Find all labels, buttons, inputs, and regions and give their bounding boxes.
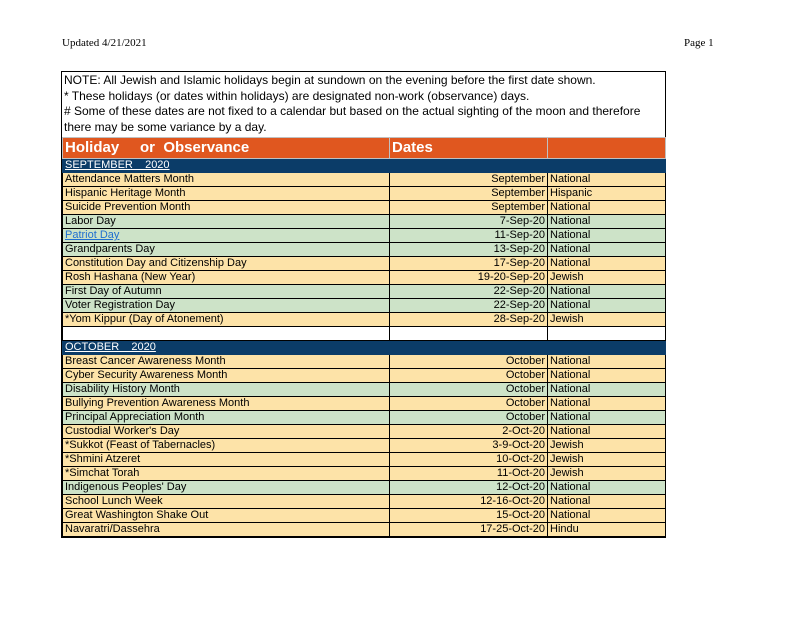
- table-row: [63, 481, 666, 495]
- holiday-date: 2-Oct-20: [390, 425, 548, 439]
- month-cell: [390, 159, 548, 173]
- table-row: [63, 313, 666, 327]
- holiday-type: National: [548, 411, 666, 425]
- note-line: # Some of these dates are not fixed to a calendar but based on the actual sighting of the moon and therefore: [64, 104, 641, 118]
- holiday-type: National: [548, 481, 666, 495]
- table-row: [63, 201, 666, 215]
- table-row: [63, 509, 666, 523]
- holiday-name: Rosh Hashana (New Year): [63, 271, 390, 285]
- table-row: [63, 229, 666, 243]
- table-row: [63, 285, 666, 299]
- holiday-date: 19-20-Sep-20: [390, 271, 548, 285]
- holiday-date: October: [390, 383, 548, 397]
- spacer-row: [63, 327, 666, 341]
- table-row: [63, 369, 666, 383]
- holiday-date: October: [390, 397, 548, 411]
- table-row: [63, 187, 666, 201]
- holiday-name: Grandparents Day: [63, 243, 390, 257]
- holiday-name: Navaratri/Dassehra: [63, 523, 390, 537]
- month-cell: [548, 159, 666, 173]
- holiday-date: 12-Oct-20: [390, 481, 548, 495]
- month-cell: [390, 341, 548, 355]
- holiday-type: National: [548, 355, 666, 369]
- holiday-date: 22-Sep-20: [390, 285, 548, 299]
- holiday-type: Jewish: [548, 313, 666, 327]
- type-column-header: [548, 138, 666, 159]
- table-row: [63, 439, 666, 453]
- holiday-type: National: [548, 509, 666, 523]
- table-row: [63, 215, 666, 229]
- holiday-type: National: [548, 257, 666, 271]
- table-row: [63, 467, 666, 481]
- holiday-name: Hispanic Heritage Month: [63, 187, 390, 201]
- holiday-name: Principal Appreciation Month: [63, 411, 390, 425]
- holiday-type: National: [548, 243, 666, 257]
- table-row: [63, 173, 666, 187]
- holiday-type: Jewish: [548, 467, 666, 481]
- spacer-cell: [390, 327, 548, 341]
- holiday-table: [62, 137, 666, 537]
- holiday-type: Hispanic: [548, 187, 666, 201]
- month-header-row: [63, 341, 666, 355]
- table-row: [63, 299, 666, 313]
- holiday-name: *Sukkot (Feast of Tabernacles): [63, 439, 390, 453]
- holiday-type: National: [548, 299, 666, 313]
- page-number: Page 1: [684, 37, 714, 49]
- holiday-type: Hindu: [548, 523, 666, 537]
- holiday-column-header: Holiday or Observance: [63, 138, 390, 159]
- spacer-cell: [63, 327, 390, 341]
- holiday-type: National: [548, 215, 666, 229]
- holiday-name: Custodial Worker's Day: [63, 425, 390, 439]
- holiday-type: National: [548, 229, 666, 243]
- holiday-type: National: [548, 383, 666, 397]
- table-row: [63, 495, 666, 509]
- holiday-date: 11-Sep-20: [390, 229, 548, 243]
- table-row: [63, 411, 666, 425]
- holiday-sheet: [61, 71, 666, 538]
- holiday-date: 13-Sep-20: [390, 243, 548, 257]
- holiday-name: Great Washington Shake Out: [63, 509, 390, 523]
- holiday-name: Suicide Prevention Month: [63, 201, 390, 215]
- holiday-name: Labor Day: [63, 215, 390, 229]
- holiday-date: October: [390, 355, 548, 369]
- holiday-name: Attendance Matters Month: [63, 173, 390, 187]
- table-header-row: [63, 138, 666, 159]
- holiday-type: National: [548, 285, 666, 299]
- note-line: * These holidays (or dates within holidays) are designated non-work (observance) days.: [64, 88, 530, 103]
- holiday-name: Constitution Day and Citizenship Day: [63, 257, 390, 271]
- holiday-type: Jewish: [548, 439, 666, 453]
- holiday-date: 17-Sep-20: [390, 257, 548, 271]
- table-row: [63, 271, 666, 285]
- table-row: [63, 257, 666, 271]
- holiday-type: National: [548, 495, 666, 509]
- holiday-name: *Yom Kippur (Day of Atonement): [63, 313, 390, 327]
- month-name: OCTOBER 2020: [63, 341, 390, 355]
- table-row: [63, 355, 666, 369]
- holiday-name: Bullying Prevention Awareness Month: [63, 397, 390, 411]
- holiday-date: 10-Oct-20: [390, 453, 548, 467]
- holiday-date: October: [390, 369, 548, 383]
- holiday-type: Jewish: [548, 271, 666, 285]
- note-line: there may be some variance by a day.: [64, 119, 267, 134]
- table-row: [63, 243, 666, 257]
- holiday-date: 11-Oct-20: [390, 467, 548, 481]
- table-row: [63, 453, 666, 467]
- table-row: [63, 523, 666, 537]
- month-name: SEPTEMBER 2020: [63, 159, 390, 173]
- holiday-name: Cyber Security Awareness Month: [63, 369, 390, 383]
- holiday-type: National: [548, 369, 666, 383]
- holiday-name: Breast Cancer Awareness Month: [63, 355, 390, 369]
- holiday-name: *Shmini Atzeret: [63, 453, 390, 467]
- holiday-date: 22-Sep-20: [390, 299, 548, 313]
- holiday-date: September: [390, 201, 548, 215]
- updated-date: Updated 4/21/2021: [62, 37, 147, 49]
- table-row: [63, 383, 666, 397]
- table-row: [63, 425, 666, 439]
- holiday-type: National: [548, 201, 666, 215]
- holiday-date: 17-25-Oct-20: [390, 523, 548, 537]
- holiday-date: September: [390, 173, 548, 187]
- holiday-type: Jewish: [548, 453, 666, 467]
- month-cell: [548, 341, 666, 355]
- spacer-cell: [548, 327, 666, 341]
- holiday-date: September: [390, 187, 548, 201]
- note-block: [62, 72, 665, 137]
- patriot-day-link[interactable]: Patriot Day: [63, 229, 390, 243]
- holiday-name: Disability History Month: [63, 383, 390, 397]
- holiday-date: 3-9-Oct-20: [390, 439, 548, 453]
- holiday-name: First Day of Autumn: [63, 285, 390, 299]
- holiday-date: October: [390, 411, 548, 425]
- month-header-row: [63, 159, 666, 173]
- holiday-type: National: [548, 397, 666, 411]
- holiday-type: National: [548, 173, 666, 187]
- holiday-date: 12-16-Oct-20: [390, 495, 548, 509]
- holiday-name: Indigenous Peoples' Day: [63, 481, 390, 495]
- table-row: [63, 397, 666, 411]
- holiday-date: 15-Oct-20: [390, 509, 548, 523]
- note-line: NOTE: All Jewish and Islamic holidays begin at sundown on the evening before the first date shown.: [64, 73, 596, 87]
- holiday-name: Voter Registration Day: [63, 299, 390, 313]
- holiday-name: School Lunch Week: [63, 495, 390, 509]
- holiday-name: *Simchat Torah: [63, 467, 390, 481]
- holiday-date: 7-Sep-20: [390, 215, 548, 229]
- dates-column-header: Dates: [390, 138, 548, 159]
- holiday-type: National: [548, 425, 666, 439]
- holiday-date: 28-Sep-20: [390, 313, 548, 327]
